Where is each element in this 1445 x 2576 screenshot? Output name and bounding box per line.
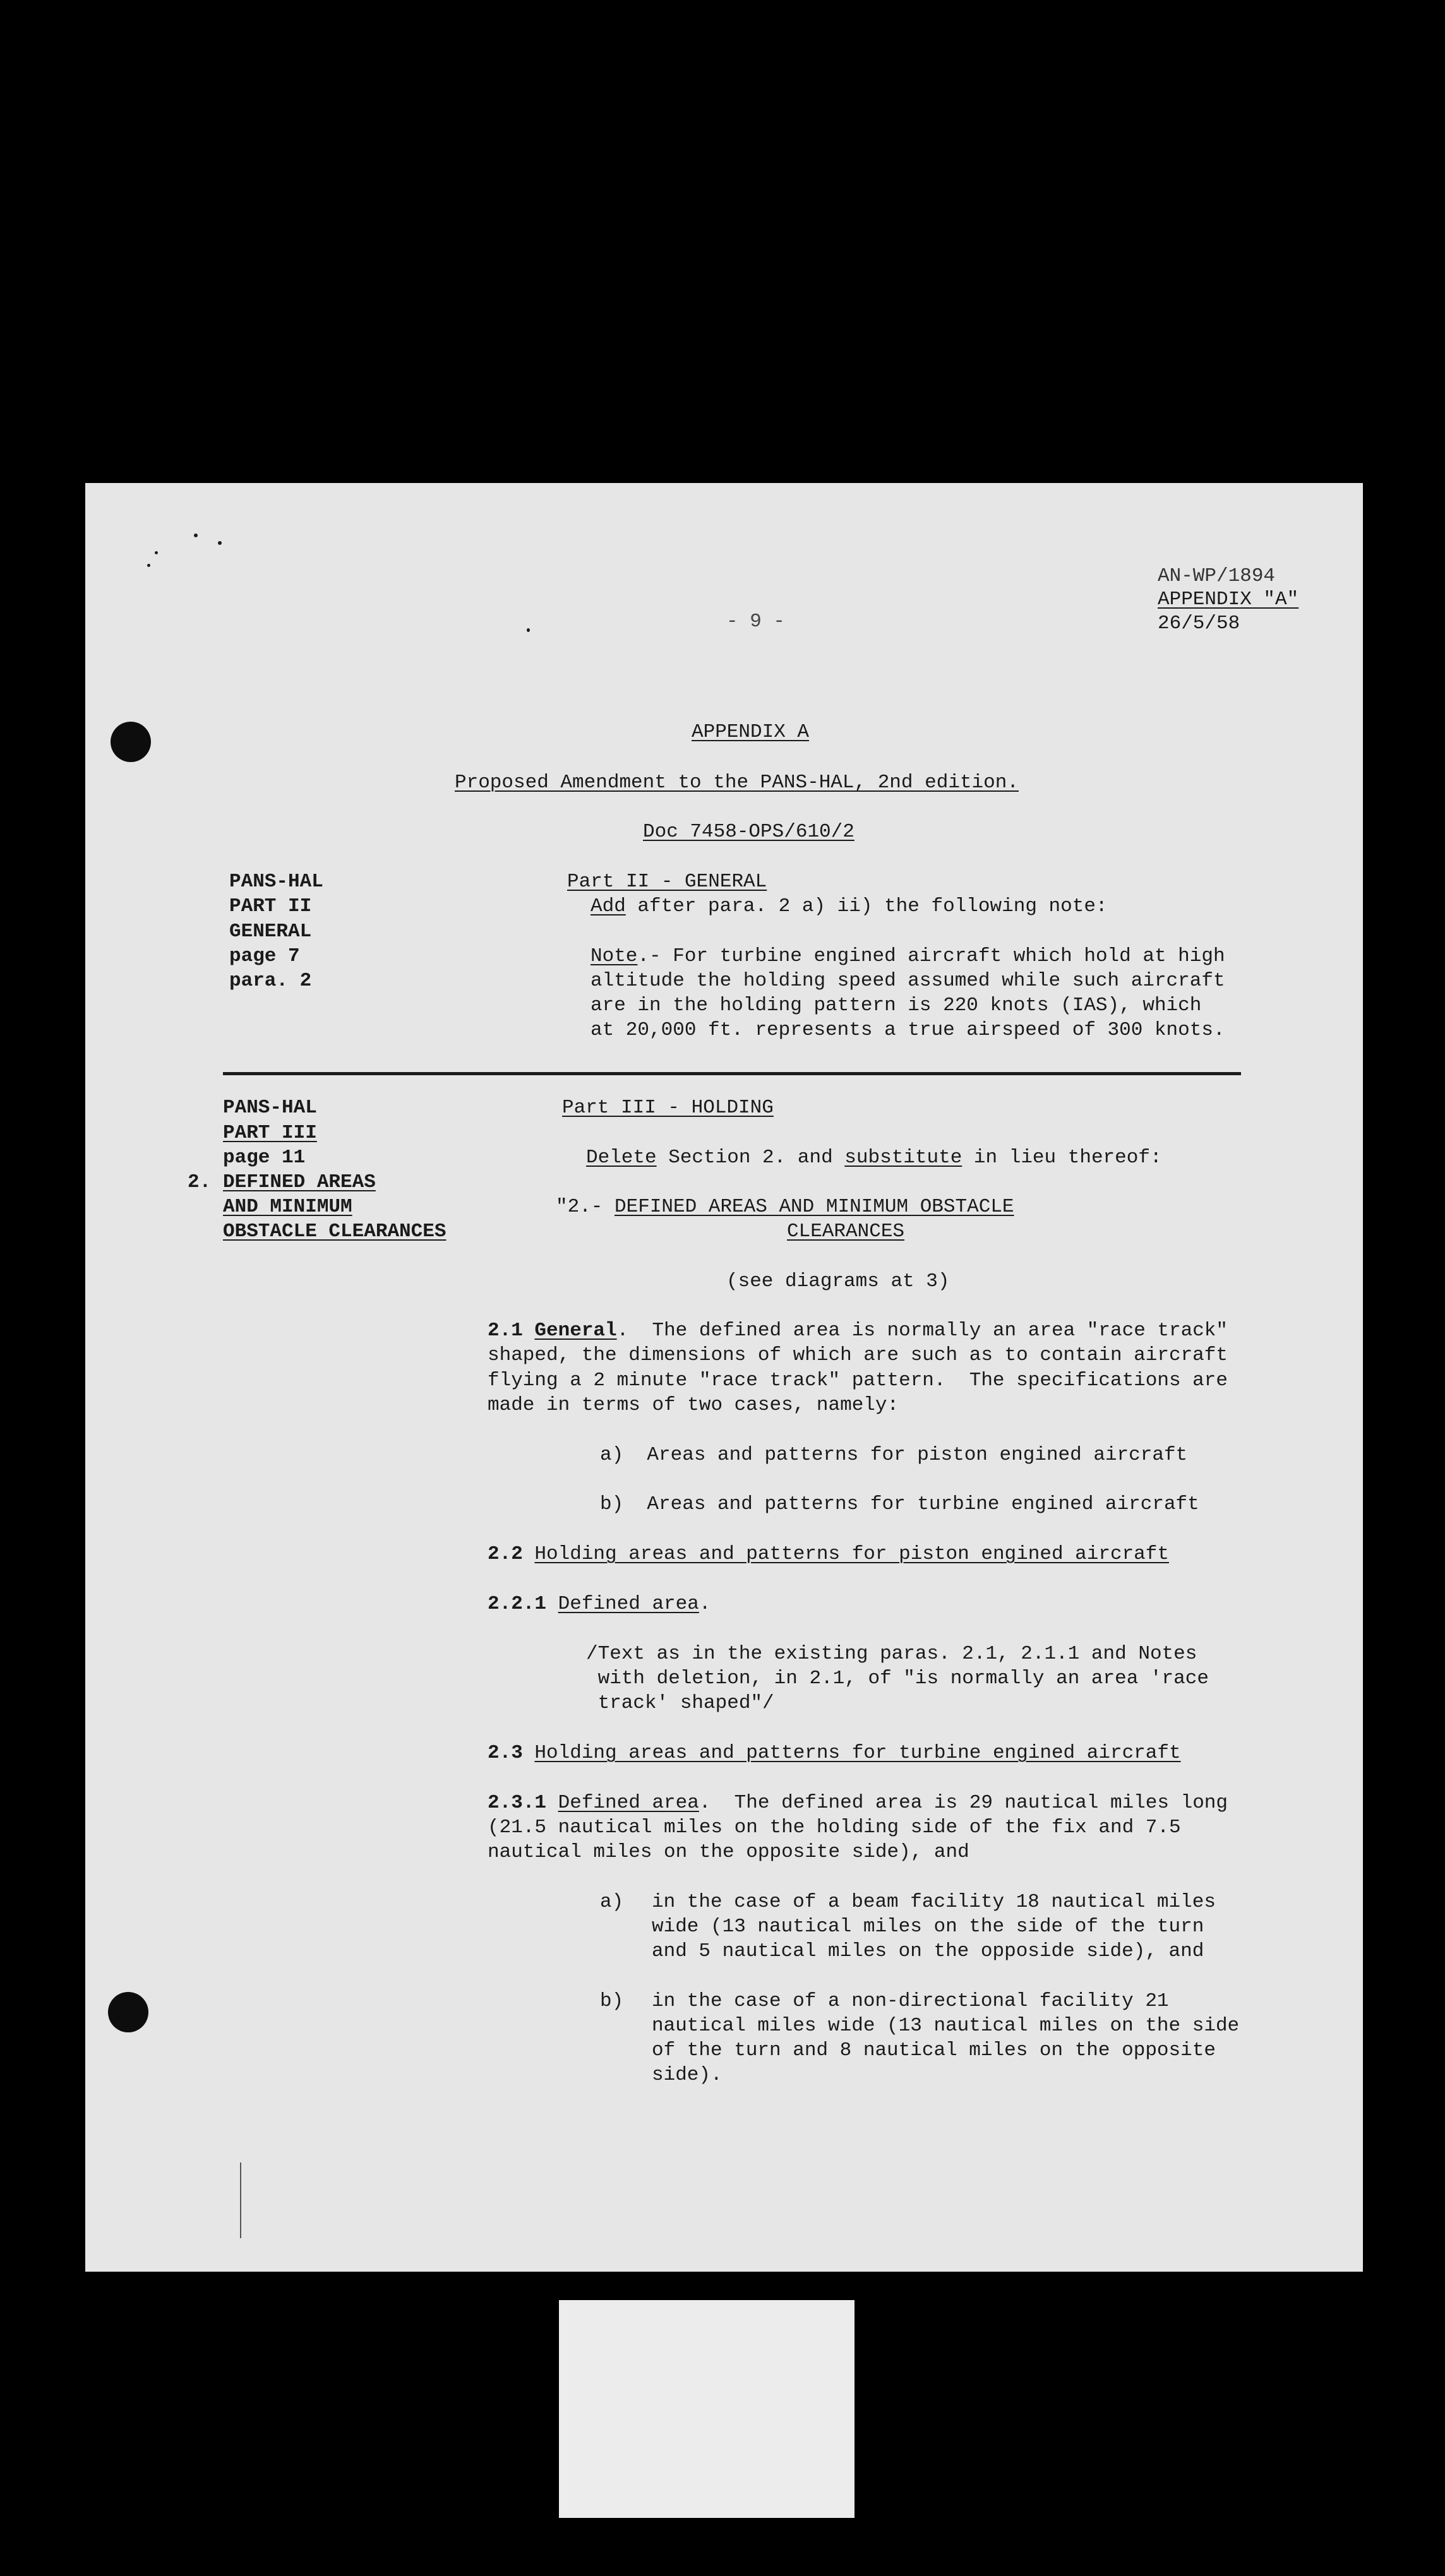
note-line-1 bbox=[591, 944, 1225, 969]
margin2-number: 2. bbox=[188, 1171, 212, 1193]
page-number: - 9 - bbox=[726, 611, 786, 633]
para-2-2-1 bbox=[488, 1592, 711, 1617]
delete-keyword: Delete bbox=[586, 1147, 657, 1169]
part-ii-heading: Part II - GENERAL bbox=[567, 871, 767, 893]
margin2-part: PART III bbox=[223, 1122, 317, 1144]
para-2-1-line-3: flying a 2 minute "race track" pattern. The specifications are bbox=[488, 1369, 1228, 1392]
quoted-section-title-2: CLEARANCES bbox=[787, 1220, 905, 1243]
para-2-1-number: 2.1 bbox=[488, 1320, 535, 1342]
margin-page: page 7 bbox=[229, 945, 300, 967]
item-a-line-3: and 5 nautical miles on the opposide side), and bbox=[652, 1940, 1204, 1962]
case-b: b) Areas and patterns for turbine engined aircraft bbox=[600, 1493, 1199, 1515]
substitute-keyword: substitute bbox=[844, 1147, 962, 1169]
para-2-2 bbox=[488, 1542, 1169, 1567]
item-a-line-2: wide (13 nautical miles on the side of the turn bbox=[652, 1916, 1204, 1938]
document-reference: AN-WP/1894 bbox=[1158, 565, 1276, 587]
dust-speck bbox=[527, 628, 530, 632]
para-2-3-1-number: 2.3.1 bbox=[488, 1792, 558, 1814]
quoted-section-title-1 bbox=[556, 1195, 1014, 1220]
para-2-1-line-1 bbox=[488, 1318, 1228, 1344]
para-2-3-1-line-3: nautical miles on the opposite side), and bbox=[488, 1841, 969, 1863]
case-a: a) Areas and patterns for piston engined aircraft bbox=[600, 1444, 1188, 1466]
para-2-2-number: 2.2 bbox=[488, 1543, 535, 1565]
quoted-title-text-1: DEFINED AREAS AND MINIMUM OBSTACLE bbox=[615, 1196, 1014, 1218]
margin-para: para. 2 bbox=[229, 970, 312, 992]
item-a-line-1: in the case of a beam facility 18 nautical miles bbox=[652, 1891, 1216, 1913]
para-2-3-1-line-1 bbox=[488, 1791, 1228, 1816]
para-2-3-title: Holding areas and patterns for turbine engined aircraft bbox=[534, 1742, 1181, 1764]
para-2-1-title: General bbox=[534, 1320, 617, 1342]
item-b-line-2: nautical miles wide (13 nautical miles on the side bbox=[652, 2015, 1240, 2037]
add-instruction bbox=[591, 894, 1108, 919]
para-2-3 bbox=[488, 1741, 1181, 1766]
quoted-section-number: "2.- bbox=[556, 1196, 615, 1218]
margin-part: PART II bbox=[229, 895, 312, 917]
margin2-title-3: OBSTACLE CLEARANCES bbox=[223, 1220, 447, 1243]
item-b-line-3: of the turn and 8 nautical miles on the opposite bbox=[652, 2039, 1216, 2061]
para-2-1-line-4: made in terms of two cases, namely: bbox=[488, 1394, 899, 1416]
punch-hole-bottom bbox=[108, 1992, 148, 2032]
margin-pans-hal: PANS-HAL bbox=[229, 871, 323, 893]
see-diagrams: (see diagrams at 3) bbox=[726, 1270, 950, 1292]
item-a-label: a) bbox=[600, 1891, 624, 1913]
document-date: 26/5/58 bbox=[1158, 612, 1240, 635]
margin-general: GENERAL bbox=[229, 921, 312, 943]
item-b-line-4: side). bbox=[652, 2064, 722, 2086]
note-text-1: .- For turbine engined aircraft which hold at high bbox=[637, 945, 1225, 967]
appendix-label: APPENDIX "A" bbox=[1158, 588, 1299, 611]
item-b-label: b) bbox=[600, 1990, 624, 2012]
para-2-2-1-title: Defined area bbox=[558, 1593, 699, 1615]
add-instruction-text: after para. 2 a) ii) the following note: bbox=[625, 895, 1108, 917]
margin2-page: page 11 bbox=[223, 1147, 306, 1169]
para-2-3-1-title: Defined area bbox=[558, 1792, 699, 1814]
dust-speck bbox=[147, 564, 150, 567]
section-divider bbox=[223, 1072, 1241, 1075]
margin2-title-1: DEFINED AREAS bbox=[223, 1171, 376, 1193]
note-keyword: Note bbox=[591, 945, 638, 967]
bracket-note-line-2: with deletion, in 2.1, of "is normally an area 'race bbox=[586, 1667, 1209, 1690]
document-page bbox=[85, 483, 1363, 2272]
amendment-subtitle: Proposed Amendment to the PANS-HAL, 2nd edition. bbox=[455, 772, 1019, 794]
note-line-4: at 20,000 ft. represents a true airspeed of 300 knots. bbox=[591, 1019, 1225, 1041]
para-2-3-1-line-2: (21.5 nautical miles on the holding side of the fix and 7.5 bbox=[488, 1816, 1181, 1839]
appendix-title: APPENDIX A bbox=[692, 721, 810, 743]
item-b-line-1: in the case of a non-directional facility 21 bbox=[652, 1990, 1169, 2012]
dust-speck bbox=[194, 534, 198, 537]
para-2-2-title: Holding areas and patterns for piston engined aircraft bbox=[534, 1543, 1169, 1565]
punch-hole-top bbox=[111, 722, 151, 762]
margin2-pans-hal: PANS-HAL bbox=[223, 1097, 317, 1119]
dust-speck bbox=[155, 551, 158, 554]
para-2-3-1-text-1: . The defined area is 29 nautical miles long bbox=[699, 1792, 1228, 1814]
margin2-title-2: AND MINIMUM bbox=[223, 1196, 352, 1218]
para-2-3-number: 2.3 bbox=[488, 1742, 535, 1764]
blank-card bbox=[559, 2300, 854, 2518]
para-2-2-1-dot: . bbox=[699, 1593, 711, 1615]
dust-speck bbox=[218, 541, 222, 545]
add-keyword: Add bbox=[591, 895, 626, 917]
para-2-1-line-2: shaped, the dimensions of which are such as to contain aircraft bbox=[488, 1344, 1228, 1366]
para-2-2-1-number: 2.2.1 bbox=[488, 1593, 558, 1615]
part-iii-heading: Part III - HOLDING bbox=[562, 1097, 774, 1119]
delete-end-text: in lieu thereof: bbox=[962, 1147, 1162, 1169]
bracket-note-line-1: /Text as in the existing paras. 2.1, 2.1.1 and Notes bbox=[586, 1643, 1197, 1665]
bracket-note-line-3: track' shaped"/ bbox=[586, 1692, 774, 1714]
para-2-1-text-1: . The defined area is normally an area "race track" bbox=[616, 1320, 1228, 1342]
note-line-3: are in the holding pattern is 220 knots (IAS), which bbox=[591, 994, 1202, 1017]
delete-mid-text: Section 2. and bbox=[656, 1147, 845, 1169]
margin-tick-mark bbox=[240, 2162, 241, 2238]
doc-number: Doc 7458-OPS/610/2 bbox=[643, 821, 854, 843]
delete-instruction bbox=[586, 1145, 1162, 1171]
note-line-2: altitude the holding speed assumed while such aircraft bbox=[591, 970, 1225, 992]
